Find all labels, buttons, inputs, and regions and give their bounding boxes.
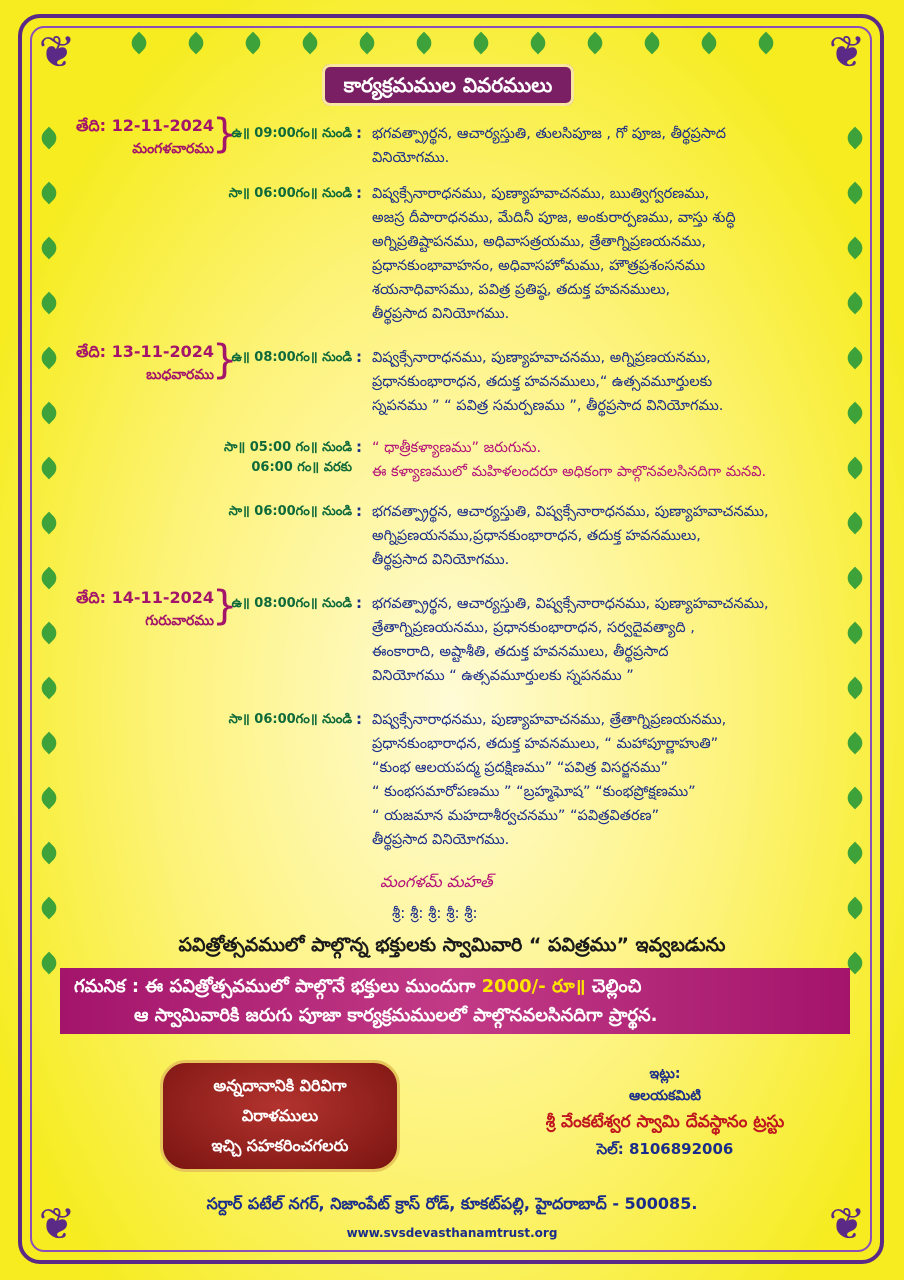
event-description — [372, 592, 850, 688]
event-time: సా॥ 06:00గం॥ నుండి — [228, 712, 352, 727]
leaf-icon — [184, 32, 207, 55]
day-weekday: గురువారము — [145, 613, 214, 629]
event-line: “ ధాత్రీకళ్యాణము” జరుగును. — [372, 440, 542, 456]
brace-icon: } — [212, 111, 238, 157]
event-line: తీర్థప్రసాద వినియోగము. — [372, 306, 510, 322]
day-2-date-block — [58, 342, 214, 386]
leaf-icon — [412, 32, 435, 55]
brace-icon: } — [212, 337, 238, 383]
event-description — [372, 500, 850, 572]
colon-separator: : — [356, 184, 362, 202]
event-line: “ కుంభసమారోపణము ” “బ్రహ్మఘోష” “కుంభప్రోక్షణము” — [372, 784, 696, 800]
corner-ornament-icon: ❦ — [38, 1199, 76, 1250]
left-vine-decoration — [36, 110, 62, 990]
pavitra-announcement: పవిత్రోత్సవములో పాల్గొన్న భక్తులకు స్వామివారి “ పవిత్రము” ఇవ్వబడును — [178, 934, 726, 956]
colon-separator: : — [356, 124, 362, 142]
leaf-icon — [127, 32, 150, 55]
day-date: తేది: 12-11-2024 — [75, 116, 214, 135]
corner-ornament-icon: ❦ — [828, 27, 866, 78]
leaf-icon — [697, 32, 720, 55]
signature-phone: సెల్: 8106892006 — [596, 1140, 734, 1158]
note-line-1 — [74, 972, 836, 1001]
event-line: శయనాధివాసము, పవిత్ర ప్రతిష్ఠ, తదుక్త హవనములు, — [372, 282, 671, 298]
leaf-icon — [38, 236, 61, 259]
top-vine-decoration — [110, 30, 794, 56]
event-line: ఈంకారాది, అష్టాశీతి, తదుక్త హవనములు, తీర్థప్రసాద — [372, 644, 669, 660]
event-line: “ యజమాన మహదాశీర్వచనము” “పవిత్రవితరణ” — [372, 808, 660, 824]
event-line: స్నపనము ” “ పవిత్ర సమర్పణము ”, తీర్థప్రసాద వినియోగము. — [372, 398, 724, 414]
event-time: ఉ॥ 08:00గం॥ నుండి — [231, 596, 352, 611]
leaf-icon — [38, 126, 61, 149]
page-title: కార్యక్రమముల వివరములు — [322, 64, 574, 106]
event-line: విష్వక్సేనారాధనము, పుణ్యాహవాచనము, ఋత్విగ్వరణము, — [372, 186, 710, 202]
event-line: వినియోగము. — [372, 150, 450, 166]
colon-separator: : — [356, 438, 362, 456]
event-line: భగవత్ప్రార్థన, ఆచార్యస్తుతి, తులసిపూజ , గో పూజ, తీర్థప్రసాద — [372, 126, 726, 142]
day-date: తేది: 13-11-2024 — [75, 342, 214, 361]
event-time-end: 06:00 గం॥ వరకు — [251, 460, 352, 475]
event-line: భగవత్ప్రార్థన, ఆచార్యస్తుతి, విష్వక్సేనారాధనము, పుణ్యాహవాచనము, — [372, 596, 769, 612]
event-line: తీర్థప్రసాద వినియోగము. — [372, 552, 510, 568]
note-text: చెల్లించి — [585, 976, 642, 997]
colon-separator: : — [356, 710, 362, 728]
event-line: అగ్నిప్రతిష్టాపనము, అధివాసత్రయము, త్రేతాగ్నిప్రణయనము, — [372, 234, 706, 250]
event-line: అగ్నిప్రణయనము,ప్రధానకుంభారాధన, తదుక్త హవనములు, — [372, 528, 701, 544]
leaf-icon — [38, 401, 61, 424]
signature-committee: ఆలయకమిటి — [628, 1088, 702, 1104]
leaf-icon — [38, 456, 61, 479]
event-line: ప్రధానకుంభావాహనం, అధివాసహోమము, హౌత్రప్రశంసనము — [372, 258, 706, 274]
event-line: తీర్థప్రసాద వినియోగము. — [372, 832, 510, 848]
colon-separator: : — [356, 502, 362, 520]
leaf-icon — [38, 731, 61, 754]
footer-address: సర్దార్ పటేల్ నగర్, నిజాంపేట్ క్రాస్ రోడ్, కూకట్‌పల్లి, హైదరాబాద్ - 500085. — [206, 1194, 698, 1213]
event-time: సా॥ 06:00గం॥ నుండి — [228, 186, 352, 201]
event-time: ఉ॥ 08:00గం॥ నుండి — [231, 350, 352, 365]
annadanam-line: ఇచ్చి సహకరించగలరు — [211, 1136, 349, 1155]
leaf-icon — [38, 896, 61, 919]
event-description — [372, 436, 850, 484]
event-line: ప్రధానకుంభారాధన, తదుక్త హవనములు, “ మహాపూర్ణాహుతి” — [372, 736, 719, 752]
leaf-icon — [583, 32, 606, 55]
leaf-icon — [844, 896, 867, 919]
corner-ornament-icon: ❦ — [38, 27, 76, 78]
leaf-icon — [38, 676, 61, 699]
leaf-icon — [38, 841, 61, 864]
event-description — [372, 182, 850, 326]
note-banner — [60, 968, 850, 1034]
brace-icon: } — [212, 583, 238, 629]
event-time: సా॥ 06:00గం॥ నుండి — [228, 504, 352, 519]
note-line-2: ఆ స్వామివారికి జరుగు పూజా కార్యక్రమములలో పాల్గొనవలసినదిగా ప్రార్థన. — [134, 1005, 658, 1026]
event-time: సా॥ 05:00 గం॥ నుండి — [224, 440, 352, 455]
event-line: త్రేతాగ్నిప్రణయనము, ప్రధానకుంభారాధన, సర్వదైవత్యాది , — [372, 620, 695, 636]
leaf-icon — [754, 32, 777, 55]
leaf-icon — [38, 511, 61, 534]
event-description — [372, 122, 850, 170]
leaf-icon — [38, 621, 61, 644]
event-line: విష్వక్సేనారాధనము, పుణ్యాహవాచనము, త్రేతాగ్నిప్రణయనము, — [372, 712, 727, 728]
leaf-icon — [241, 32, 264, 55]
event-description — [372, 346, 850, 418]
day-weekday: మంగళవారము — [132, 141, 214, 157]
leaf-icon — [298, 32, 321, 55]
leaf-icon — [469, 32, 492, 55]
event-line: “కుంభ ఆలయపద్మ ప్రదక్షిణము” “పవిత్ర విసర్జనము” — [372, 760, 668, 776]
leaf-icon — [38, 786, 61, 809]
annadanam-line: అన్నదానానికి విరివిగా — [213, 1076, 347, 1095]
corner-ornament-icon: ❦ — [828, 1199, 866, 1250]
mangalam-text: మంగళమ్ మహత్ — [380, 872, 493, 891]
event-line: వినియోగము “ ఉత్సవమూర్తులకు స్నపనము ” — [372, 668, 634, 684]
signature-itlu: ఇట్లు: — [649, 1066, 681, 1082]
colon-separator: : — [356, 594, 362, 612]
leaf-icon — [38, 346, 61, 369]
shree-text: శ్రీ: శ్రీ: శ్రీ: శ్రీ: శ్రీ: — [392, 904, 478, 922]
annadanam-line: విరాళములు — [241, 1106, 319, 1125]
event-line: విష్వక్సేనారాధనము, పుణ్యాహవాచనము, అగ్నిప్రణయనము, — [372, 350, 711, 366]
leaf-icon — [526, 32, 549, 55]
event-description — [372, 708, 850, 852]
signature-trust: శ్రీ వేంకటేశ్వర స్వామి దేవస్థానం ట్రస్టు — [545, 1112, 785, 1132]
event-line: ఈ కళ్యాణములో మహిళలందరూ అధికంగా పాల్గొనవలసినదిగా మనవి. — [372, 464, 767, 480]
event-line: భగవత్ప్రార్థన, ఆచార్యస్తుతి, విష్వక్సేనారాధనము, పుణ్యాహవాచనము, — [372, 504, 769, 520]
leaf-icon — [38, 181, 61, 204]
leaf-icon — [640, 32, 663, 55]
day-date: తేది: 14-11-2024 — [75, 588, 214, 607]
note-text: గమనిక : ఈ పవిత్రోత్సవములో పాల్గొనే భక్తులు ముందుగా — [74, 976, 482, 997]
day-1-date-block — [58, 116, 214, 160]
leaf-icon — [38, 291, 61, 314]
day-weekday: బుధవారము — [146, 367, 214, 383]
leaf-icon — [38, 566, 61, 589]
event-line: ప్రధానకుంభారాధన, తదుక్త హవనములు,“ ఉత్సవమూర్తులకు — [372, 374, 713, 390]
event-line: అజస్ర దీపారాధనము, మేదినీ పూజ, అంకురార్పణము, వాస్తు శుద్ధి — [372, 210, 736, 226]
leaf-icon — [355, 32, 378, 55]
note-amount: 2000/- రూ॥ — [481, 976, 586, 997]
event-time: ఉ॥ 09:00గం॥ నుండి — [231, 126, 352, 141]
footer-website: www.svsdevasthanamtrust.org — [346, 1226, 558, 1240]
annadanam-box — [160, 1060, 400, 1172]
day-3-date-block — [58, 588, 214, 632]
colon-separator: : — [356, 348, 362, 366]
